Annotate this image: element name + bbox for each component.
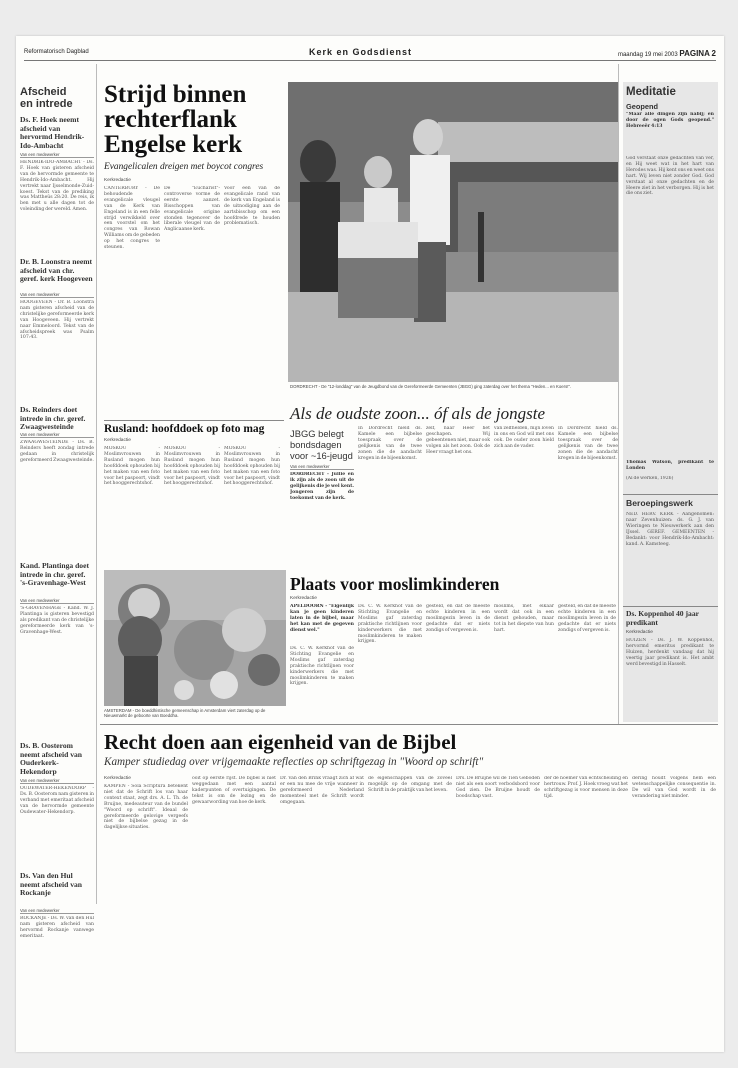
page-label: PAGINA: [679, 49, 710, 58]
jbgg-lead: JBGG belegt bondsdagen voor ~16-jeugd: [290, 428, 353, 461]
bottom-kicker: Kerkredactie: [104, 776, 131, 781]
koppenhol-kicker: Kerkredactie: [626, 630, 653, 635]
headline-line-3: Engelse kerk: [104, 131, 243, 158]
item-body: OUDEWATER-HEKENDORP - Ds. B. Oosterom nam gisteren in verband met emeritaat afscheid van de hervormde gemeente Oudewater-Hekendorp.: [20, 786, 94, 815]
right-rule: [623, 606, 718, 607]
main-body-col-1: CANTERBURY - De behoudende evangelicale vleugel van de Kerk van Engeland is in een felle strijd verwikkeld over een voorstel om het congres van Rowan Williams om de gebeden op het congres te steunen.: [104, 186, 160, 251]
jbgg-body-col-1: In Dordrecht hield ds. Kamele een bijbelse toespraak over de gelijkenis van de twee zonen die de aandacht kregen in de bijeenkomst.: [358, 426, 422, 461]
photo-buddhist-caption: AMSTERDAM - De boeddhistische gemeenschap in Amsterdam viert zaterdag op de Nieuwmarkt de geboorte van Boeddha.: [104, 708, 266, 719]
item-headline: Ds. F. Hoek neemt afscheid van hervormd Hendrik-Ido-Ambacht: [20, 115, 85, 150]
bottom-subhead: Kamper studiedag over vrijgemaakte reflecties op schriftgezag in "Woord op schrift": [104, 756, 484, 768]
column-title: [20, 86, 73, 110]
photo-youth-choir: [288, 82, 618, 382]
photo-youth-choir-image: [288, 82, 618, 382]
bottom-col-6: der de noemer van echtscheiding en hertrouw. Prof. J. Hoek vroeg wat het schriftgezag is voor mensen in deze tijd.: [544, 776, 628, 799]
bottom-col-5: Drs. De Bruijne wil de Tien Geboden niet als een soort verbodsbord voor God zien. De Bruijne houdt de boodschap vast.: [456, 776, 540, 799]
photo-buddhist-celebration-image: [104, 570, 286, 706]
jbgg-body-col-3: van zelfhelden, mijn loven in ons en God wil met ons ook. De ouder zoon hield zich aan de vader.: [494, 426, 554, 449]
meditation-quote: "Maar alle dingen zijn nabij; en door de ogen Gods geopend." Hebreeër 4:13: [626, 112, 714, 129]
item-headline: Ds. Van den Hul neemt afscheid van Rockanje: [20, 871, 83, 898]
koppenhol-headline: Ds. Koppenhol 40 jaar predikant: [626, 609, 699, 627]
issue-date: maandag 19 mei 2003: [617, 52, 678, 58]
item-body: HENDRIK-IDO-AMBACHT - Ds. F. Hoek van gisteren afscheid van de hervormde gemeente te Hendrik-Ido-Ambacht. Hij vertrekt naar Ijsselmonde-Zuid-koest. Tekst van de prediking was Mattheüs 28:20. De reis, ik ben met u alle dagen tot de voleinding der wereld. Amen.: [20, 160, 94, 213]
jbgg-byline: Van een medewerker: [290, 464, 354, 470]
column-title-line-2: en intrede: [20, 98, 73, 110]
bottom-col-2: ooit op eerste rijst. De bijbel is niet weggedaan met een aantal kaderpunten of overtuigingen. De tekst is om de lezing en de gewaarwording van hoe de kerk.: [192, 776, 276, 805]
paper-name: Reformatorisch Dagblad: [24, 49, 89, 55]
meditation-subtitle: Geopend: [626, 102, 659, 111]
jbgg-body-col-2: zelf, naar Heer het geschapen. Wij gebeentenen niet, maar ook volgen als het zoon. Ook de Heer vraagt het ons.: [426, 426, 490, 455]
main-body-col-3: Voor een van de evangelicale rand van de kerk van Engeland is de uitnodiging aan de aartsbisschop om een hoofdrede te houden problematisch.: [224, 186, 280, 227]
section-title: Kerk en Godsdienst: [309, 47, 413, 57]
main-kicker: Kerkredactie: [104, 178, 131, 183]
item-body: HOOGEVEEN - Dr. B. Loonstra nam gisteren afscheid van de christelijke gereformeerde kerk van Hoogeveen. Hij vertrekt naar Emmeloord. Tekst van de afscheidspreek was Psalm 107:43.: [20, 300, 94, 341]
moslim-headline: Plaats voor moslimkinderen: [290, 574, 500, 594]
item-byline: Van een medewerker: [20, 292, 94, 298]
jbgg-headline: Als de oudste zoon... óf als de jongste: [290, 404, 545, 423]
photo-buddhist-celebration: [104, 570, 286, 706]
item-headline: Dr. B. Loonstra neemt afscheid van chr. geref. kerk Hoogeveen: [20, 257, 93, 284]
column-rule: [96, 64, 97, 904]
column-title-line-1: Afscheid: [20, 86, 67, 98]
main-headline: [104, 82, 304, 157]
column-rule: [618, 64, 619, 724]
jbgg-intro: DORDRECHT - Jullie en ik zijn als de zoon uit de gelijkenis die je wel kent. Jongeren zijn de toekomst van de kerk.: [290, 472, 354, 501]
bottom-col-4: de eigenschappen van de zoveel mogelijk op de omgang met de Schrift in de praktijk van het leven.: [368, 776, 452, 793]
item-byline: Van een medewerker: [20, 778, 94, 784]
bottom-headline: Recht doen aan eigenheid van de Bijbel: [104, 730, 457, 754]
page-number: 2: [711, 49, 716, 58]
jbgg-body-col-4: In Dordrecht hield ds. Kamele een bijbelse toespraak over de gelijkenis van de twee zonen die de aandacht kregen in de bijeenkomst.: [558, 426, 618, 461]
koppenhol-body: HUIZEN - Ds. J. W. Koppenhol, hervormd emeritus predikant te Huizen, herdenkt vandaag dat hij veertig jaar predikant is. Het ambt werd bevestigd in Hasselt.: [626, 638, 714, 667]
date-line: [618, 49, 716, 58]
newspaper-page: [16, 36, 724, 1052]
box-body-col-1: MOSKOU - Moslimvrouwen in Rusland mogen hun hoofddoek ophouden bij het maken van een foto voor het paspoort, vindt het hooggerechtshof.: [104, 446, 160, 487]
moslim-body-col-5: gesteld, en dat de meeste echte kinderen in een moslimgezin leven in de gedachte dat er niets zondigs of vergeven is.: [558, 604, 616, 633]
moslim-body-col-2: Ds. C. W. Kerkhof van de Stichting Evangelie en Moslims gaf zaterdag praktische richtlijnen voor kinderwerkers die met moslimkinderen te maken krijgen.: [358, 604, 422, 645]
item-byline: Van een medewerker: [20, 908, 94, 914]
item-byline: Van een medewerker: [20, 598, 94, 604]
meditation-author-note: (Al de werken, 1926): [626, 476, 674, 481]
moslim-body-col-1: Ds. C. W. Kerkhof van de Stichting Evangelie en Moslims gaf zaterdag praktische richtlijnen voor kinderwerkers die met moslimkinderen te maken krijgen.: [290, 646, 354, 687]
bottom-col-3: Dr. Van den Brink vraagt zich af wat er een nu mee de vrije wanneer in gereformeerd Nederland momenteel met de Schrift wordt omgegaan.: [280, 776, 364, 805]
box-body-col-2: MOSKOU - Moslimvrouwen in Rusland mogen hun hoofddoek ophouden bij het maken van een foto voor het paspoort, vindt het hooggerechtshof.: [164, 446, 220, 487]
photo-youth-choir-caption: DORDRECHT - De "12-londdag" van de Jeugdbond van de Gereformeerde Gemeenten (JBGG) ging zaterdag over het thema "Heden... en Koers!".: [290, 384, 572, 389]
page-header: [24, 46, 716, 61]
meditation-author: Thomas Watson, predikant te Londen: [626, 460, 714, 471]
bottom-col-1: KAMPEN - Sola Scriptura betekent niet dat de Schrift los van haar context staat, zegt drs. A. L. Th. de Bruijne, medeauteur van de bundel "Woord op schrift". Ideaal de gereformeerde gelovige vergeefs niet de bijbelse gezag in de dagelijkse situaties.: [104, 784, 188, 831]
item-body: 'S-GRAVENHAGE - Kand. W. J. Plantinga is gisteren bevestigd als predikant van de christelijke gereformeerde kerk van 's-Gravenhage-West.: [20, 606, 94, 635]
moslim-kicker: Kerkredactie: [290, 596, 317, 601]
headline-line-1: Strijd binnen: [104, 81, 247, 108]
moslim-body-col-3: gesteld, en dat de meeste echte kinderen in een moslimgezin leven in de gedachte dat er niets zondigs of vergeven is.: [426, 604, 490, 633]
meditation-body: God verstaat onze gedachten van ver, en Hij weet wat in het hart van Herodes was. Hij kent ons en weet ons hart. Wij leven niet zonder God. God verstaat al onze gedachten en de Heere ziet in het verborgen. Hij is het die ons ziet.: [626, 156, 714, 197]
meditation-title: Meditatie: [626, 86, 676, 98]
item-headline: Ds. Reinders doet intrede in chr. geref. Zwaagwesteinde: [20, 405, 86, 432]
box-rule: [104, 420, 284, 421]
moslim-lead: APELDOORN - "Eigenlijk kan je geen kinderen laten in de bijbel, maar het kan met de gegeven dienst wel.": [290, 604, 354, 633]
item-byline: Van een medewerker: [20, 432, 94, 438]
right-rule: [623, 494, 718, 495]
main-subhead: Evangelicalen dreigen met boycot congres: [104, 162, 264, 172]
main-body-col-2: De "Eucharist"-controverse vorme de eerste aanzet. Bisschoppen van evangelicale origine stonden tegenover de liberale vleugel van de Anglicaanse kerk.: [164, 186, 220, 233]
headline-line-2: rechterflank: [104, 106, 237, 133]
item-body: ROCKANJE - Ds. W. van den Hul nam gisteren afscheid van hervormd Rockanje vanwege emeritaat.: [20, 916, 94, 939]
moslim-body-col-4: moslims, met elkaar wordt dat ook in een dienst gehouden, maar tot in het diepste van hun hart.: [494, 604, 554, 633]
box-headline: Rusland: hoofddoek op foto mag: [104, 423, 265, 435]
item-body: ZWAAGWESTEINDE - Ds. B. Reinders heeft zondag intrede gedaan in christelijk gereformeerd Zwaagwesteinde.: [20, 440, 94, 463]
beroepingswerk-title: Beroepingswerk: [626, 498, 693, 508]
item-headline: Kand. Plantinga doet intrede in chr. geref. 's-Gravenhage-West: [20, 561, 89, 588]
box-body-col-3: MOSKOU - Moslimvrouwen in Rusland mogen hun hoofddoek ophouden bij het maken van een foto voor het paspoort, vindt het hooggerechtshof.: [224, 446, 280, 487]
bottom-col-7: dering houdt volgens hem een wetenschappelijke consequentie in. De wil van God wordt in de verandering niet minder.: [632, 776, 716, 799]
item-headline: Ds. B. Oosterom neemt afscheid van Ouderkerk-Hekendorp: [20, 741, 83, 776]
beroepingswerk-body: NED. HERV. KERK - Aangenomen: naar Zevenhuizen: ds. G. J. van Wieringen te Nieuwerkerk aan den IJssel. GEREF. GEMEENTEN - Bedankt: voor Hendrik-Ido-Ambacht: kand. A. Kamsteeg.: [626, 512, 714, 547]
section-rule: [100, 724, 718, 725]
item-byline: Van een medewerker: [20, 152, 94, 158]
box-kicker: Kerkredactie: [104, 438, 131, 443]
